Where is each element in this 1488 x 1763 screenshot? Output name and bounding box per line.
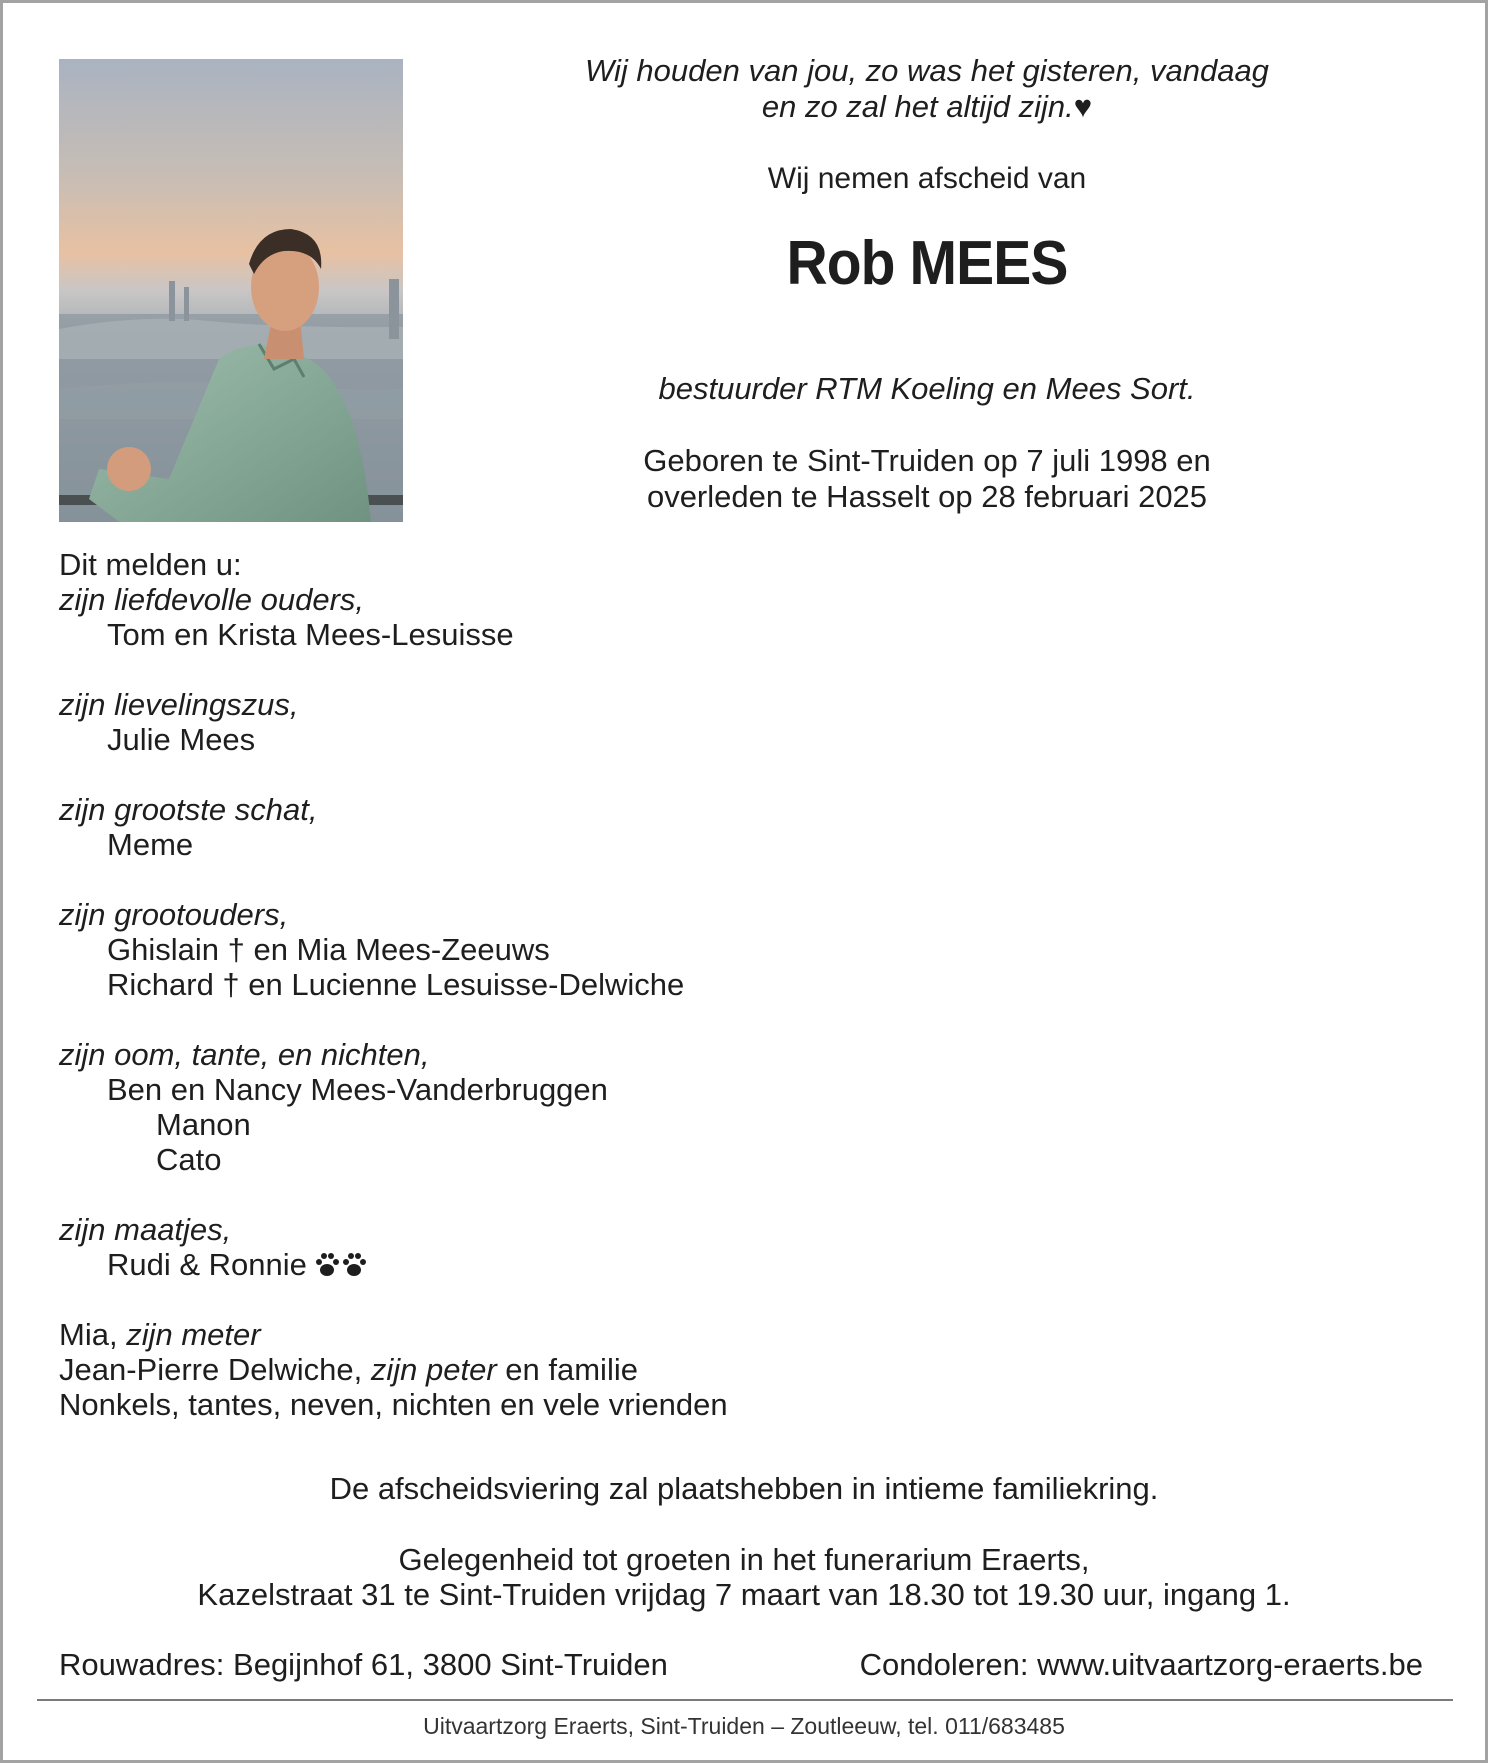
death-line: overleden te Hasselt op 28 februari 2025 [646,479,1208,514]
grandparents-names-2: Richard † en Lucienne Lesuisse-Delwiche [107,967,685,1002]
godmother-line [59,1317,728,1352]
treasure-name: Meme [107,827,194,862]
uncle-label: zijn oom, tante, en nichten, [59,1037,430,1072]
paw-prints-icon [315,1251,367,1286]
godfather-role: zijn peter [370,1352,497,1387]
godmother-name: Mia, [59,1317,118,1352]
portrait-photo [59,59,403,522]
visitation-notice [3,1542,1485,1612]
intro-text: Wij nemen afscheid van [767,162,1087,195]
life-dates [523,443,1331,515]
occupation: bestuurder RTM Koeling en Mees Sort. [658,371,1196,406]
grandparents-label: zijn grootouders, [59,897,289,932]
parents-label: zijn liefdevolle ouders, [59,582,365,617]
treasure-label: zijn grootste schat, [59,792,318,827]
quote [523,53,1331,125]
deceased-name: Rob MEES [786,229,1068,298]
sister-label: zijn lievelingszus, [59,687,299,722]
uncle-names: Ben en Nancy Mees-Vanderbruggen [107,1072,608,1107]
farewell-notice: De afscheidsviering zal plaatshebben in intieme familiekring. [329,1471,1159,1506]
godfather-suffix: en familie [505,1352,638,1387]
pets-label: zijn maatjes, [59,1212,232,1247]
niece-name-1: Manon [156,1107,251,1142]
birth-line: Geboren te Sint-Truiden op 7 juli 1998 en [643,443,1211,478]
quote-line-1: Wij houden van jou, zo was het gisteren, vandaag [585,53,1269,88]
godmother-role: zijn meter [126,1317,261,1352]
family-list [59,547,728,1422]
visitation-line-2: Kazelstraat 31 te Sint-Truiden vrijdag 7 maart van 18.30 tot 19.30 uur, ingang 1. [197,1577,1291,1612]
condolence-website[interactable]: Condoleren: www.uitvaartzorg-eraerts.be [859,1647,1423,1682]
mourning-address: Rouwadres: Begijnhof 61, 3800 Sint-Truiden [59,1647,668,1682]
announce-line: Dit melden u: [59,547,242,582]
footer-divider [37,1699,1453,1701]
pets-line [59,1247,728,1282]
niece-name-2: Cato [156,1142,222,1177]
godfather-line [59,1352,728,1387]
others-line: Nonkels, tantes, neven, nichten en vele vrienden [59,1387,728,1422]
grandparents-names-1: Ghislain † en Mia Mees-Zeeuws [107,932,550,967]
pets-names: Rudi & Ronnie [107,1247,307,1282]
godfather-name: Jean-Pierre Delwiche, [59,1352,363,1387]
quote-line-2: en zo zal het altijd zijn.♥ [761,89,1093,124]
parents-names: Tom en Krista Mees-Lesuisse [107,617,514,652]
undertaker-info: Uitvaartzorg Eraerts, Sint-Truiden – Zoutleeuw, tel. 011/683485 [423,1713,1065,1739]
visitation-line-1: Gelegenheid tot groeten in het funerarium Eraerts, [398,1542,1090,1577]
sister-name: Julie Mees [107,722,256,757]
